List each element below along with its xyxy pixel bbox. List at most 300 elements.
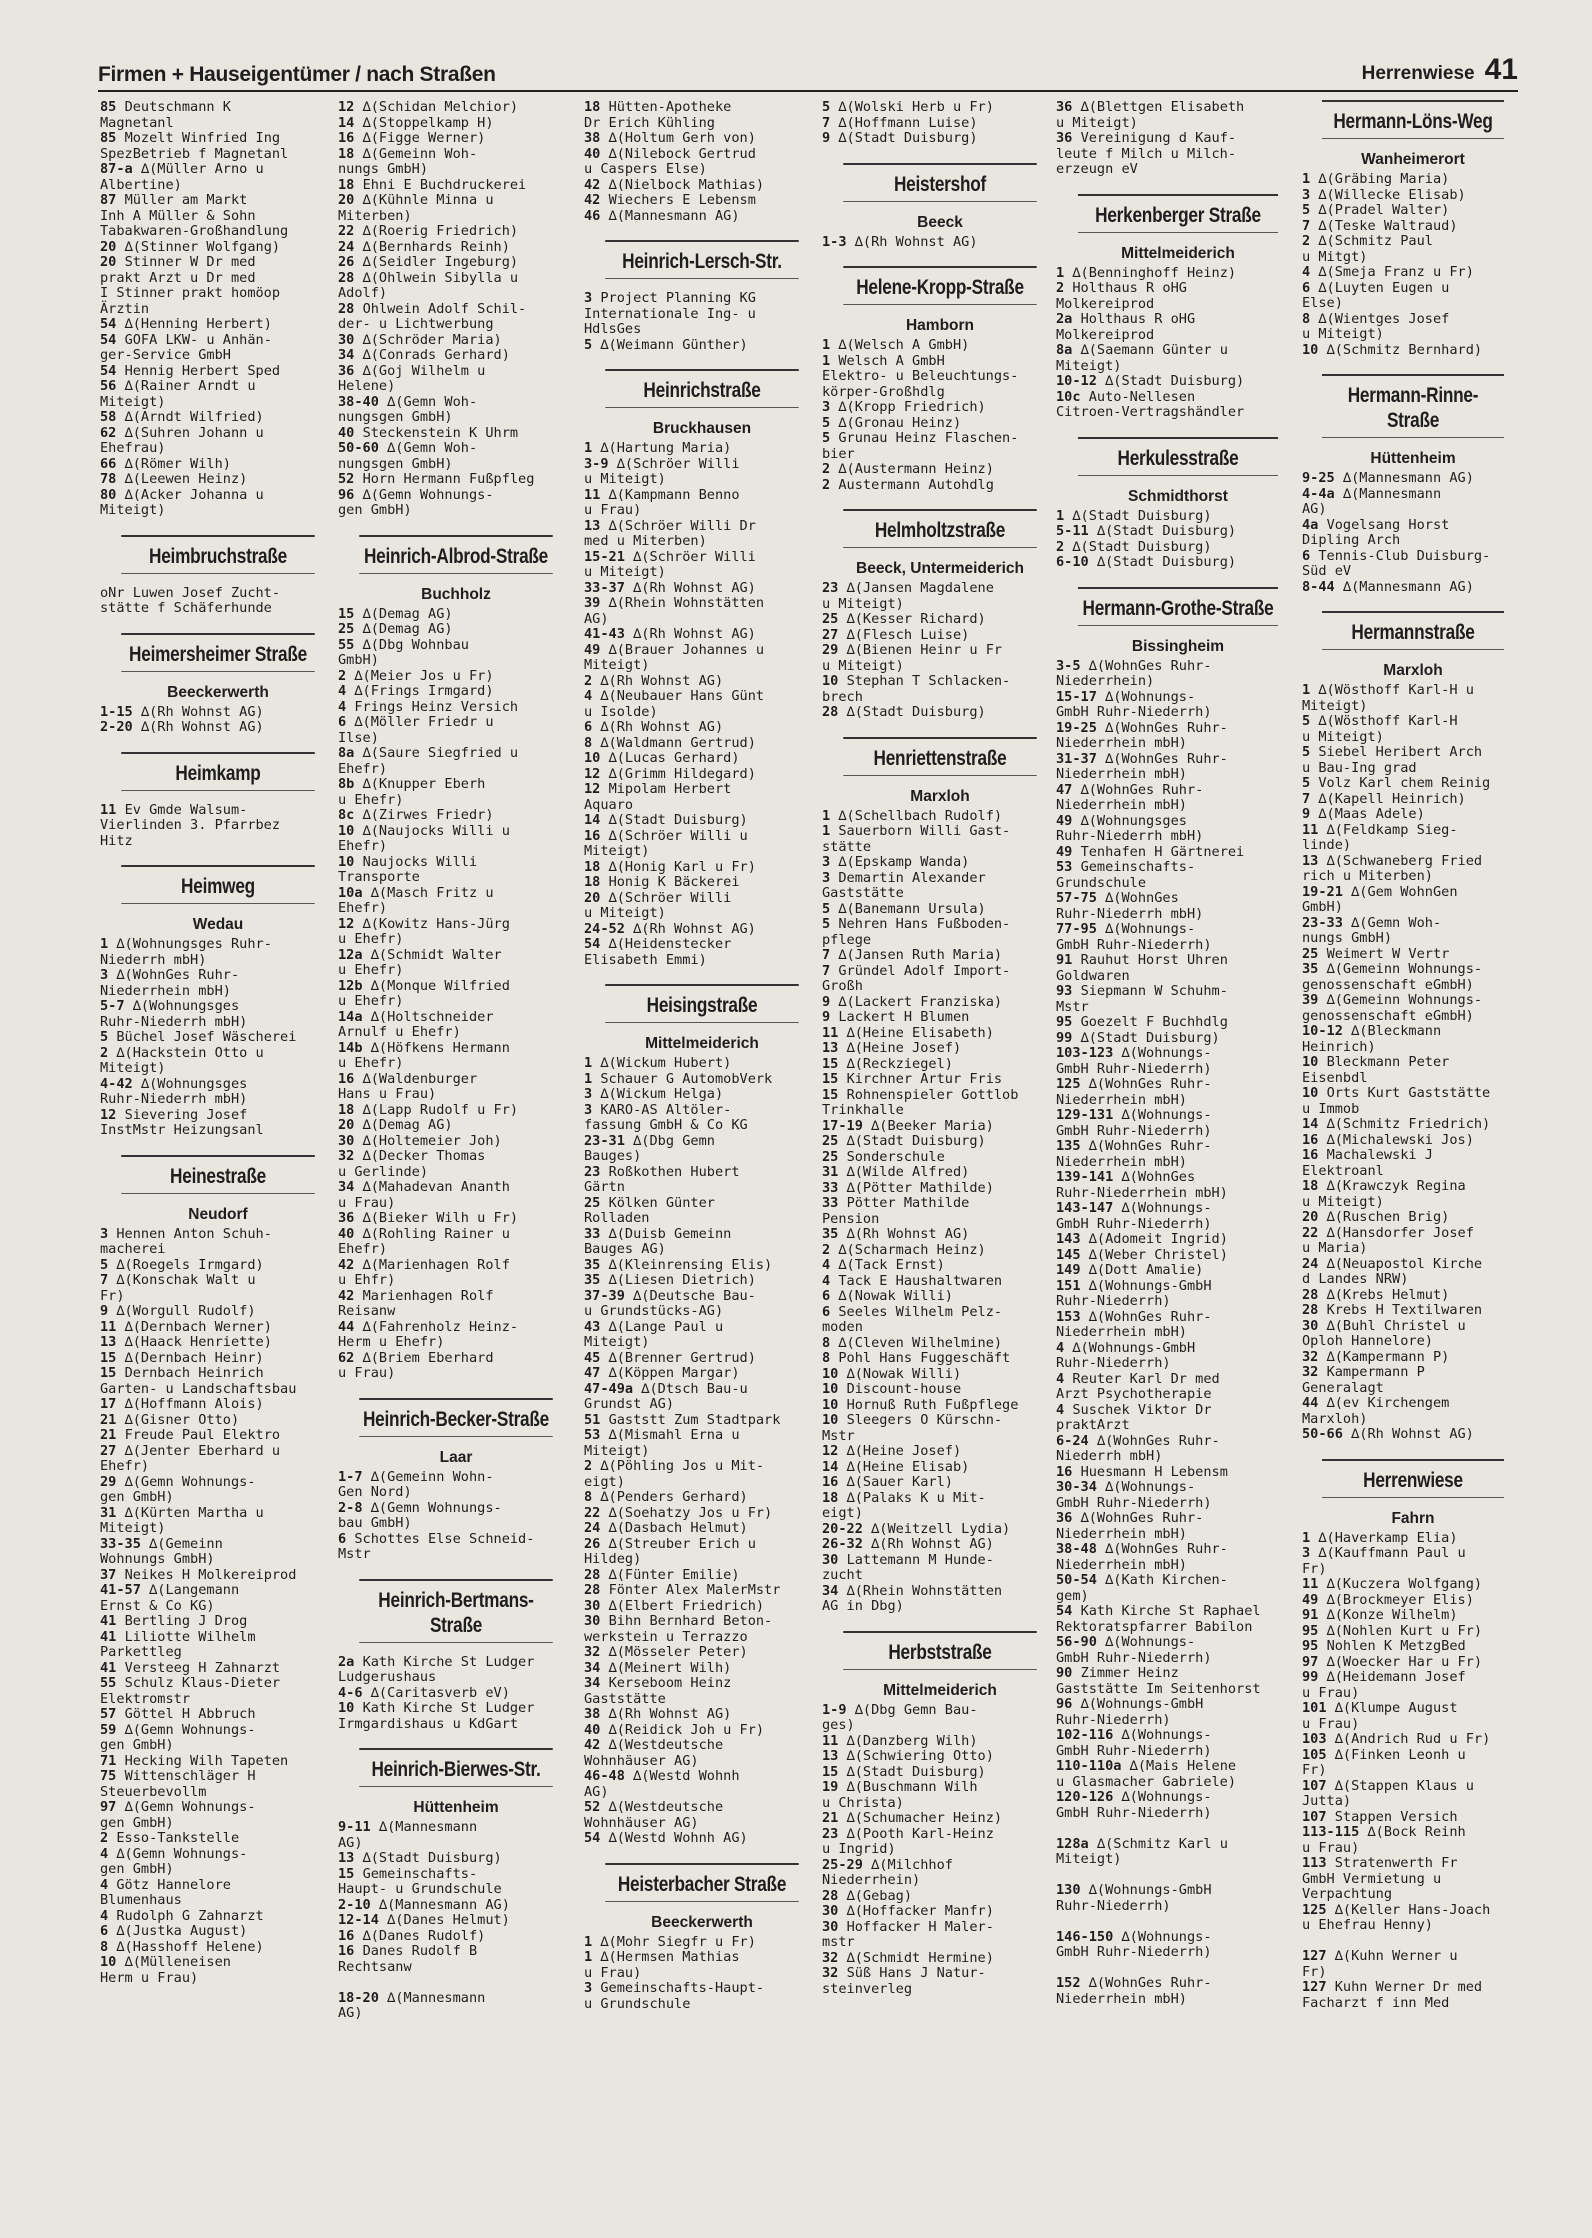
directory-entry	[1302, 203, 1524, 219]
entry-text: Sleegers O Kürschn-	[846, 1412, 1003, 1428]
house-number: 1	[1056, 507, 1065, 524]
directory-entry	[100, 1015, 336, 1031]
house-number: 2	[1302, 233, 1311, 249]
directory-entry	[100, 395, 336, 411]
entry-text	[338, 1974, 346, 1990]
house-number: 93	[1056, 983, 1073, 999]
entry-text: ∆(Wohnungs-	[1105, 921, 1196, 937]
entry-text: ∆(Lapp Rudolf u Fr)	[362, 1101, 519, 1118]
entry-text: ∆(Andrich Rud u Fr)	[1334, 1731, 1491, 1747]
entry-text: Oploh Hannelore)	[1302, 1333, 1433, 1349]
house-number: 42	[584, 192, 601, 208]
directory-entry	[338, 1351, 574, 1367]
house-number: 36	[338, 362, 355, 379]
directory-entry	[584, 338, 820, 354]
directory-entry	[584, 291, 820, 307]
directory-entry	[1302, 699, 1524, 715]
directory-entry	[100, 1397, 336, 1413]
entry-text: ∆(Decker Thomas	[362, 1148, 486, 1164]
entry-text: ∆(Roerig Friedrich)	[362, 223, 519, 239]
house-number: 32	[338, 1148, 355, 1164]
house-number: 75	[100, 1768, 117, 1784]
house-number: 9	[822, 993, 831, 1010]
entry-text: ∆(Heine Elisab)	[846, 1458, 970, 1475]
directory-entry	[822, 1398, 1058, 1414]
house-number: 20	[1302, 1209, 1319, 1225]
entry-text: Götz Hannelore	[116, 1876, 231, 1893]
entry-text: ∆(WohnGes Ruhr-	[1088, 1308, 1212, 1325]
house-number: 28	[338, 269, 355, 286]
directory-entry	[100, 1614, 336, 1630]
directory-entry	[584, 1227, 820, 1243]
entry-text: ∆(Mannesmann	[387, 1989, 486, 2006]
directory-entry	[822, 840, 1058, 856]
entry-text: u Caspers Else)	[584, 161, 707, 177]
entry-text: ∆(Epskamp Wanda)	[838, 854, 970, 870]
house-number: 16	[338, 130, 355, 146]
directory-entry	[822, 917, 1058, 933]
directory-entry	[1056, 116, 1300, 132]
directory-entry	[1302, 1071, 1524, 1087]
house-number: 21	[100, 1411, 117, 1428]
house-number: 9-25	[1302, 470, 1335, 486]
entry-text: ∆(Seidler Ingeburg)	[362, 254, 519, 270]
house-number: 102-116	[1056, 1727, 1114, 1743]
directory-entry	[584, 1645, 820, 1661]
directory-entry	[1302, 1226, 1524, 1242]
directory-entry	[338, 746, 574, 762]
house-number: 46-48	[584, 1768, 625, 1784]
entry-text: Kölken Günter	[608, 1194, 715, 1211]
house-number: 2	[822, 1241, 831, 1258]
house-number: 49	[1056, 843, 1073, 860]
directory-entry	[1302, 1288, 1524, 1304]
directory-entry	[822, 1026, 1058, 1042]
house-number: 33	[822, 1179, 839, 1196]
house-number: 28	[1302, 1302, 1319, 1318]
house-number: 28	[822, 704, 839, 720]
directory-entry	[1056, 555, 1300, 571]
house-number: 125	[1302, 1901, 1327, 1918]
entry-text: Weimert W Vertr	[1326, 945, 1450, 962]
directory-entry	[1056, 659, 1300, 675]
house-number: 8	[584, 1489, 593, 1505]
directory-entry	[338, 395, 574, 411]
directory-entry	[338, 932, 574, 948]
entry-text: u Ehfr)	[338, 1272, 396, 1288]
house-number: 23-31	[584, 1132, 625, 1149]
directory-entry	[100, 1428, 336, 1444]
directory-entry	[100, 1785, 336, 1801]
entry-text: Kath Kirche St Ludger	[362, 1700, 535, 1716]
directory-entry	[584, 1800, 820, 1816]
entry-text: ∆(Heidenstecker	[608, 936, 732, 952]
directory-entry	[1056, 1387, 1300, 1403]
house-number: 71	[100, 1752, 117, 1769]
street-heading: Heimkamp	[121, 752, 315, 791]
directory-entry	[1302, 947, 1524, 963]
directory-entry	[338, 1025, 574, 1041]
directory-entry	[338, 777, 574, 793]
entry-text: Fönter Alex MalerMstr	[608, 1582, 781, 1598]
entry-text: Büchel Josef Wäscherei	[116, 1029, 297, 1045]
house-number: 54	[100, 362, 117, 379]
directory-entry	[100, 1723, 336, 1739]
house-number: 10	[338, 1700, 355, 1716]
directory-entry	[1056, 524, 1300, 540]
entry-text: Gründel Adolf Import-	[838, 962, 1011, 979]
directory-entry	[584, 1258, 820, 1274]
entry-text: Fr)	[100, 1287, 125, 1304]
entry-text: I Stinner prakt homöop	[100, 285, 281, 301]
entry-text: ∆(Masch Fritz u	[370, 884, 494, 901]
directory-entry	[100, 162, 336, 178]
house-number: 9	[822, 130, 831, 146]
directory-entry	[338, 1056, 574, 1072]
house-number: 4a	[1302, 516, 1319, 533]
entry-text: ∆(Mannesmann AG)	[378, 1896, 510, 1913]
entry-text: AG in Dbg)	[822, 1598, 904, 1614]
directory-entry	[338, 1686, 574, 1702]
house-number: 33	[822, 1195, 839, 1211]
house-number: 1	[822, 352, 831, 369]
house-number: 33-37	[584, 579, 625, 596]
directory-entry	[100, 1061, 336, 1077]
directory-entry	[338, 855, 574, 871]
directory-entry	[100, 1940, 336, 1956]
entry-text: ∆(Römer Wilh)	[124, 455, 231, 472]
directory-entry	[822, 116, 1058, 132]
directory-entry	[100, 1955, 336, 1971]
directory-entry	[100, 441, 336, 457]
house-number: 21	[100, 1427, 117, 1443]
entry-text: nungsgen GmbH)	[338, 409, 453, 425]
house-number: 3-5	[1056, 657, 1081, 674]
entry-text: ∆(Willecke Elisab)	[1318, 186, 1466, 203]
entry-text: Esso-Tankstelle	[116, 1830, 240, 1846]
entry-text: Austermann Autohdlg	[838, 476, 994, 493]
directory-entry	[1056, 953, 1300, 969]
directory-entry	[1056, 1651, 1300, 1667]
entry-text: ∆(Acker Johanna u	[124, 486, 264, 503]
entry-text: Trinkhalle	[822, 1102, 904, 1118]
directory-entry	[1302, 730, 1524, 746]
entry-text: ∆(Sauer Karl)	[846, 1474, 953, 1490]
entry-text: Nohlen K MetzgBed	[1326, 1638, 1466, 1654]
entry-text: ∆(WohnGes Ruhr-	[1105, 750, 1228, 767]
directory-entry	[1056, 1418, 1300, 1434]
entry-text: Dernbach Heinrich	[124, 1365, 264, 1381]
directory-entry	[1302, 1319, 1524, 1335]
directory-entry	[1056, 1620, 1300, 1636]
directory-entry	[584, 1072, 820, 1088]
house-number: 16	[1302, 1131, 1319, 1148]
directory-entry	[100, 286, 336, 302]
entry-text: ∆(WohnGes Ruhr-	[1088, 1076, 1212, 1092]
directory-entry	[1056, 1248, 1300, 1264]
house-number: 9	[1302, 806, 1311, 822]
directory-entry	[584, 782, 820, 798]
entry-text: ∆(Heidemann Josef	[1326, 1669, 1466, 1685]
house-number: 47-49a	[584, 1380, 634, 1397]
directory-entry	[1056, 1666, 1300, 1682]
house-number: 10	[822, 1396, 839, 1413]
entry-text: ∆(Fünter Emilie)	[608, 1566, 740, 1583]
entry-text: HdlsGes	[584, 321, 642, 337]
directory-entry	[822, 1181, 1058, 1197]
house-number: 1	[822, 823, 831, 839]
directory-entry	[338, 1304, 574, 1320]
house-number: 139-141	[1056, 1169, 1114, 1185]
directory-entry	[584, 1211, 820, 1227]
house-number: 2-10	[338, 1896, 371, 1913]
directory-entry	[1302, 1365, 1524, 1381]
house-number: 1	[100, 936, 109, 952]
directory-entry	[822, 400, 1058, 416]
entry-text: GmbH Ruhr-Niederrh)	[1056, 1494, 1212, 1511]
directory-entry	[584, 162, 820, 178]
entry-text: ∆(Danzberg Wilh)	[846, 1732, 978, 1749]
directory-entry	[822, 948, 1058, 964]
entry-text: Project Planning KG	[600, 290, 756, 306]
directory-entry	[584, 813, 820, 829]
entry-text: ∆(Welsch A GmbH)	[838, 337, 970, 353]
entry-text: Grunau Heinz Flaschen-	[838, 430, 1019, 446]
house-number: 127	[1302, 1979, 1327, 1995]
house-number: 130	[1056, 1882, 1081, 1898]
entry-text: Gemeinschafts-	[362, 1865, 478, 1882]
house-number: 12	[100, 1106, 117, 1123]
directory-entry	[100, 1692, 336, 1708]
directory-entry	[338, 1701, 574, 1717]
directory-entry	[100, 1046, 336, 1062]
directory-entry	[338, 762, 574, 778]
house-number: 18	[584, 858, 601, 875]
entry-text: u Frau)	[338, 1365, 396, 1381]
entry-text: ∆(Rh Wohnst AG)	[633, 579, 756, 596]
house-number: 25	[1302, 945, 1319, 962]
directory-entry	[1056, 1589, 1300, 1605]
directory-entry	[584, 1981, 820, 1997]
entry-text: ∆(Finken Leonh u	[1334, 1746, 1466, 1763]
directory-entry	[584, 503, 820, 519]
directory-entry	[822, 1243, 1058, 1259]
house-number: 95	[1302, 1638, 1319, 1654]
house-number: 26-32	[822, 1536, 863, 1552]
entry-text: ∆(Stadt Duisburg)	[1080, 1029, 1220, 1046]
house-number: 4	[100, 1876, 109, 1893]
directory-entry	[1302, 533, 1524, 549]
entry-text: AG)	[338, 2005, 363, 2021]
house-number: 34	[338, 347, 355, 363]
directory-entry	[100, 984, 336, 1000]
entry-text: ∆(Wohnungs-	[1105, 1634, 1196, 1650]
house-number: 8	[1302, 310, 1311, 327]
entry-text: ∆(Wilde Alfred)	[846, 1164, 970, 1180]
entry-text: Holthaus R oHG	[1072, 280, 1187, 296]
entry-text: Ehefrau)	[100, 440, 166, 456]
directory-entry	[1056, 814, 1300, 830]
directory-entry	[822, 809, 1058, 825]
house-number: 31	[822, 1164, 839, 1180]
directory-entry	[1302, 931, 1524, 947]
house-number: 153	[1056, 1308, 1081, 1325]
house-number: 33	[584, 1225, 601, 1242]
house-number: 4-42	[100, 1075, 133, 1092]
entry-text: ∆(Lucas Gerhard)	[608, 750, 740, 766]
entry-text: u Grundstücks-AG)	[584, 1303, 724, 1319]
house-number: 34	[584, 1675, 601, 1691]
house-number: 5	[822, 900, 831, 917]
directory-entry	[100, 1599, 336, 1615]
entry-text: Fr)	[1302, 1762, 1327, 1778]
directory-entry	[100, 178, 336, 194]
directory-entry	[584, 596, 820, 612]
entry-text: ∆(Demag AG)	[362, 621, 453, 637]
entry-text: Niederrhein mbH)	[1056, 1091, 1187, 1108]
house-number: 10c	[1056, 388, 1081, 405]
entry-text: ∆(Kath Kirchen-	[1105, 1572, 1228, 1588]
entry-text: Dr Erich Kühling	[584, 114, 715, 131]
entry-text: ∆(WohnGes Ruhr-	[1088, 1138, 1212, 1154]
entry-text: Miteigt)	[584, 1442, 650, 1459]
entry-text: Süd eV	[1302, 563, 1352, 579]
directory-entry	[100, 1769, 336, 1785]
entry-text: Miteigt)	[1056, 1851, 1122, 1867]
directory-entry	[1302, 1055, 1524, 1071]
house-number: 101	[1302, 1700, 1327, 1716]
directory-entry	[338, 1242, 574, 1258]
directory-entry	[822, 1811, 1058, 1827]
directory-entry	[1056, 162, 1300, 178]
directory-entry	[100, 1552, 336, 1568]
entry-text: ∆(Palaks K u Mit-	[846, 1489, 986, 1506]
entry-text: Ärztin	[100, 300, 150, 317]
directory-entry	[338, 426, 574, 442]
house-number: 1	[822, 337, 831, 353]
entry-text: der- u Lichtwerbung	[338, 316, 494, 332]
directory-entry	[822, 1088, 1058, 1104]
directory-entry	[338, 1501, 574, 1517]
entry-text: Garten- u Landschaftsbau	[100, 1380, 297, 1397]
entry-text: Lackert H Blumen	[838, 1009, 970, 1025]
directory-entry	[822, 690, 1058, 706]
house-number: 25	[822, 1133, 839, 1149]
directory-entry	[584, 751, 820, 767]
directory-entry	[584, 922, 820, 938]
directory-entry	[338, 886, 574, 902]
directory-entry	[822, 1460, 1058, 1476]
entry-text: Ruhr-Niederrh)	[1056, 1355, 1171, 1371]
directory-entry	[1302, 518, 1524, 534]
entry-text: ∆(Marienhagen Rolf	[362, 1256, 510, 1273]
entry-text: u Frau)	[584, 502, 642, 518]
entry-text: Elektromstr	[100, 1690, 191, 1707]
directory-entry	[1056, 1868, 1300, 1884]
entry-text: Tabakwaren-Großhandlung	[100, 223, 289, 239]
directory-entry	[338, 1134, 574, 1150]
directory-entry	[584, 1444, 820, 1460]
directory-entry	[338, 1149, 574, 1165]
entry-text: ∆(Schellbach Rudolf)	[838, 807, 1003, 824]
directory-entry	[584, 1056, 820, 1072]
entry-text: Nehren Hans Fußboden-	[838, 916, 1011, 932]
directory-entry	[338, 1960, 574, 1976]
directory-entry	[1302, 1195, 1524, 1211]
entry-text: ∆(Neubauer Hans Günt	[600, 688, 765, 704]
directory-entry	[100, 1273, 336, 1289]
entry-text: ∆(Wohnungs-	[1121, 1200, 1212, 1216]
entry-text: ∆(Wösthoff Karl-H	[1318, 713, 1458, 729]
house-number: 4	[584, 688, 593, 704]
directory-entry	[1056, 798, 1300, 814]
entry-text: u Miteigt)	[1302, 1193, 1384, 1210]
entry-text: ∆(WohnGes Ruhr-	[1080, 781, 1204, 798]
entry-text: Honig K Bäckerei	[608, 874, 740, 890]
entry-text: Ehefr)	[338, 1241, 388, 1257]
entry-text: Kampermann P	[1326, 1364, 1425, 1380]
street-heading: Heimersheimer Straße	[121, 633, 315, 672]
directory-entry	[584, 193, 820, 209]
directory-entry	[1302, 1810, 1524, 1826]
directory-entry	[822, 1057, 1058, 1073]
entry-text: ∆(Soehatzy Jos u Fr)	[608, 1504, 773, 1521]
directory-entry	[1056, 359, 1300, 375]
entry-text: ∆(Kampermann P)	[1326, 1348, 1450, 1365]
entry-text: ∆(Banemann Ursula)	[838, 900, 986, 917]
entry-text: ∆(Bleckmann	[1351, 1023, 1442, 1039]
entry-text: Niederrh mbH)	[100, 951, 207, 968]
directory-entry	[1302, 962, 1524, 978]
entry-text: ∆(Rhein Wohnstätten	[846, 1582, 1003, 1599]
directory-entry	[1056, 1480, 1300, 1496]
directory-entry	[338, 1010, 574, 1026]
directory-entry	[822, 979, 1058, 995]
directory-entry	[1302, 1412, 1524, 1428]
house-number: 13	[338, 1850, 355, 1866]
directory-entry	[338, 1991, 574, 2007]
directory-entry	[1302, 1040, 1524, 1056]
entry-text: d Landes NRW)	[1302, 1271, 1409, 1287]
directory-entry	[338, 488, 574, 504]
house-number: 62	[100, 424, 117, 441]
entry-text: ∆(Brenner Gertrud)	[608, 1349, 756, 1366]
entry-text: ∆(Mismahl Erna u	[608, 1427, 740, 1443]
house-number: 16	[338, 1070, 355, 1087]
entry-text: ∆(Duisb Gemeinn	[608, 1225, 732, 1242]
district-heading: Buchholz	[421, 585, 491, 603]
house-number: 40	[338, 424, 355, 441]
entry-text: u Ehefr)	[338, 962, 404, 978]
entry-text: u Maria)	[1302, 1240, 1368, 1256]
house-number: 5	[584, 336, 593, 353]
entry-text: ∆(Müller Arno u	[140, 161, 264, 177]
entry-text: SpezBetrieb f Magnetanl	[100, 145, 289, 162]
house-number: 10	[822, 1365, 839, 1382]
column-2	[338, 100, 574, 2022]
entry-text: Göttel H Abbruch	[124, 1706, 256, 1722]
entry-text: Helene)	[338, 378, 396, 394]
house-number: 41-57	[100, 1582, 141, 1598]
directory-entry	[100, 1816, 336, 1832]
directory-entry	[1302, 1624, 1524, 1640]
entry-text: ∆(WohnGes	[1121, 1169, 1196, 1185]
entry-text: ∆(Gemeinn Wohn-	[370, 1468, 494, 1485]
directory-entry	[584, 1351, 820, 1367]
directory-entry	[822, 1734, 1058, 1750]
directory-entry	[338, 162, 574, 178]
entry-text: Pötter Mathilde	[846, 1195, 970, 1211]
